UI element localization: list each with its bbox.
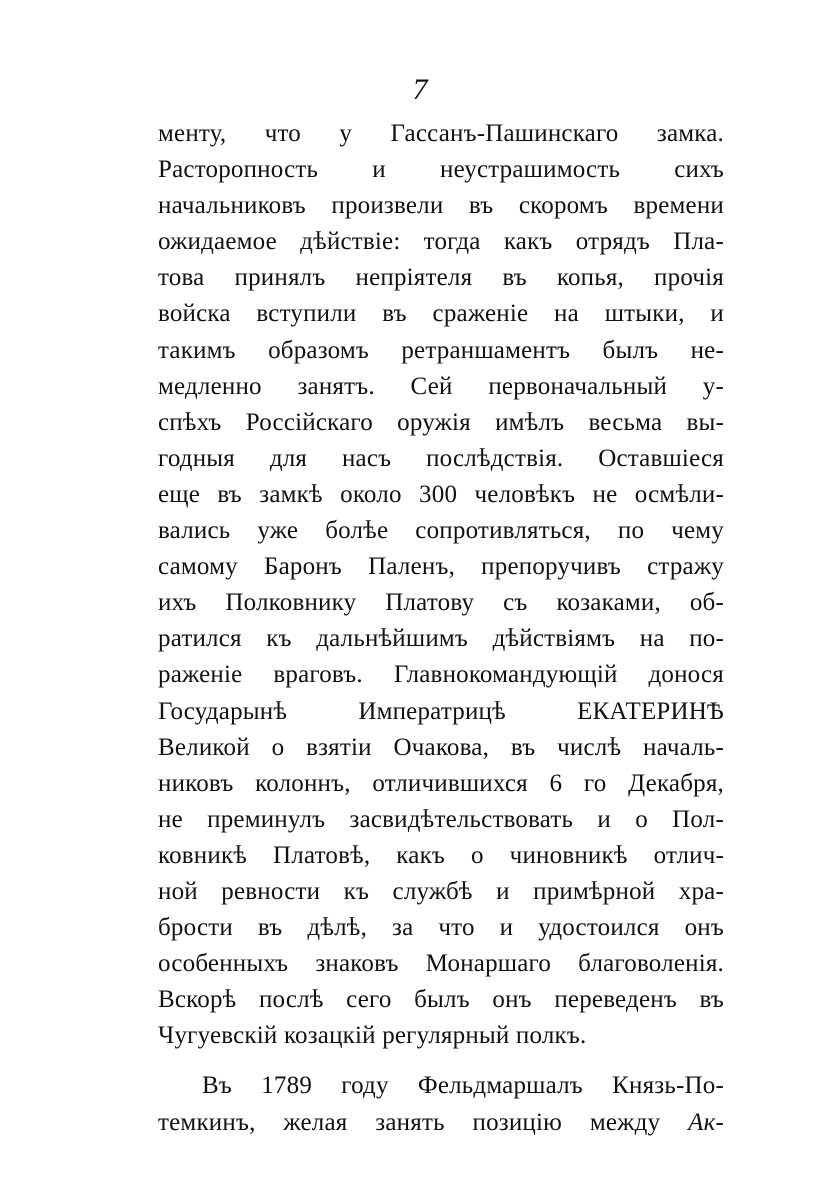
- text-line: годныя для насъ послѣдствія. Оставшіеся: [158, 444, 724, 472]
- text-line: ихъ Полковнику Платову съ козаками, об-: [158, 589, 724, 617]
- paragraph-2: [158, 1068, 724, 1140]
- text-line: спѣхъ Россійскаго оружія имѣлъ весьма вы-: [158, 408, 724, 436]
- text-line: ожидаемое дѣйствіе: тогда какъ отрядъ Пла-: [158, 228, 724, 256]
- text-line: брости въ дѣлѣ, за что и удостоился онъ: [158, 914, 724, 942]
- text-line: не преминулъ засвидѣтельствовать и о Пол-: [158, 805, 724, 833]
- text-line: раженіе враговъ. Главнокомандующій донося: [158, 661, 724, 689]
- text-line: вались уже болѣе сопротивляться, по чему: [158, 517, 724, 545]
- text-run: темкинъ, желая занять позицію между: [158, 1108, 689, 1136]
- text-line: ной ревности къ службѣ и примѣрной хра-: [158, 877, 724, 905]
- text-line: такимъ образомъ ретраншаментъ былъ не-: [158, 336, 724, 364]
- text-line: Вскорѣ послѣ сего былъ онъ переведенъ въ: [158, 986, 724, 1014]
- body-text: [158, 116, 724, 1141]
- text-line: Государынѣ Императрицѣ ЕКАТЕРИНѢ: [158, 697, 724, 725]
- text-line: войска вступили въ сраженіе на штыки, и: [158, 300, 724, 328]
- text-line: еще въ замкѣ около 300 человѣкъ не осмѣли-: [158, 480, 724, 508]
- text-line: Расторопность и неустрашимость сихъ: [158, 156, 724, 184]
- text-line: начальниковъ произвели въ скоромъ времени: [158, 192, 724, 220]
- text-line: никовъ колоннъ, отличившихся 6 го Декабря,: [158, 769, 724, 797]
- paragraph-1: [158, 116, 724, 1054]
- text-line: особенныхъ знаковъ Монаршаго благоволенія.: [158, 950, 724, 978]
- text-line: ковникѣ Платовѣ, какъ о чиновникѣ отлич-: [158, 841, 724, 869]
- text-line: менту, что у Гассанъ-Пашинскаго замка.: [158, 120, 724, 147]
- page-number: 7: [412, 73, 428, 106]
- text-line: Великой о взятіи Очакова, въ числѣ началь-: [158, 733, 724, 761]
- text-line-last: [158, 1105, 724, 1141]
- paragraph-gap: [158, 1054, 724, 1068]
- text-line: самому Баронъ Паленъ, препоручивъ стражу: [158, 553, 724, 581]
- text-line: това принялъ непріятеля въ копья, прочія: [158, 264, 724, 292]
- text-line: медленно занятъ. Сей первоначальный у-: [158, 372, 724, 400]
- text-line: Чугуевскій козацкій регулярный полкъ.: [158, 1022, 587, 1050]
- italic-text-run: Ак-: [688, 1108, 724, 1136]
- text-line: Въ 1789 году Фельдмаршалъ Князь-По-: [202, 1072, 724, 1100]
- text-line: ратился къ дальнѣйшимъ дѣйствіямъ на по-: [158, 625, 724, 653]
